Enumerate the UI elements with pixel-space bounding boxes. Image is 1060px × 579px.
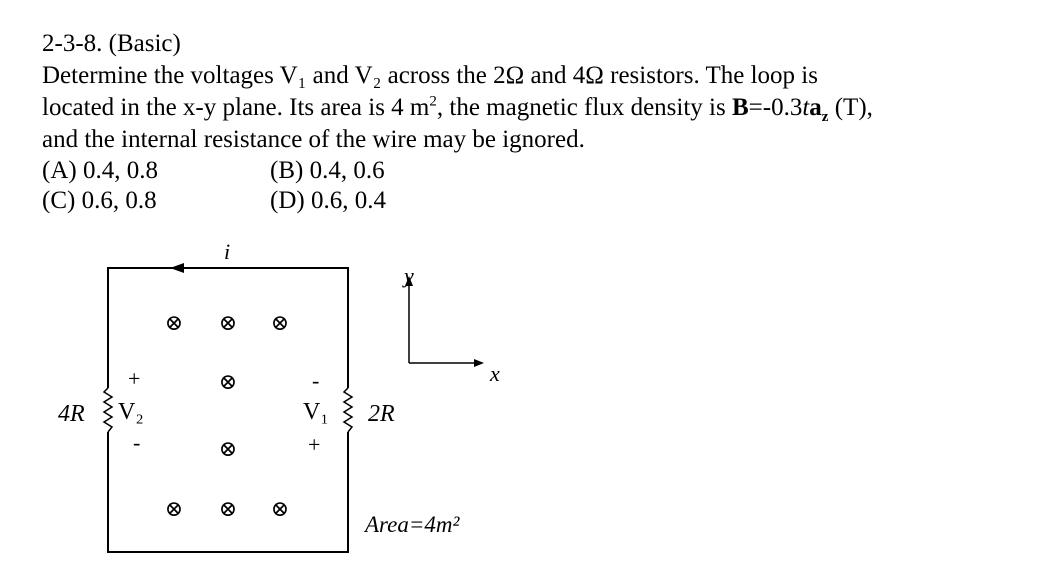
left-resistor-label: 4R [58,401,85,427]
area-label: Area=4m² [365,512,460,537]
current-label: i [224,239,231,264]
field-into-page-icon: ⊗ [164,310,184,335]
choice-d: (D) 0.6, 0.4 [270,187,386,214]
y-axis-label: y [404,263,414,288]
left-minus-sign: - [133,430,141,455]
x-axis-arrow-icon [474,359,484,367]
problem-number: 2-3-8. (Basic) [42,30,181,57]
current-arrow-icon [170,263,184,273]
right-resistor-icon [344,388,352,432]
flux-coefficient: =-0.3 [748,94,803,121]
time-variable: t [802,94,810,121]
choice-a: (A) 0.4, 0.8 [42,157,158,184]
problem-line-1: Determine the voltages V₁ and V₂ across the 2Ω and 4Ω resistors. The loop is [42,62,818,89]
line2-pre: located in the x-y plane. Its area is 4 m [42,94,430,121]
field-into-page-icon: ⊗ [218,310,238,335]
left-plus-sign: + [128,366,141,391]
choice-b: (B) 0.4, 0.6 [270,157,385,184]
right-voltage-label: V₁ [303,399,329,425]
line2-post: (T), [828,94,873,121]
field-symbols [165,310,289,521]
x-axis-label: x [490,361,500,386]
unit-vector-subscript: z [821,109,829,125]
flux-symbol-b: B [731,94,749,121]
field-into-page-icon: ⊗ [164,496,184,521]
field-into-page-icon: ⊗ [270,496,290,521]
right-plus-sign: + [308,432,321,457]
right-resistor-label: 2R [368,401,395,427]
right-minus-sign: - [312,368,320,393]
left-resistor-icon [104,388,112,432]
problem-line-3: and the internal resistance of the wire may be ignored. [42,126,585,153]
unit-vector-a: a [809,94,822,121]
line2-mid: , the magnetic flux density is [436,94,732,121]
left-voltage-label: V₂ [118,399,144,425]
field-into-page-icon: ⊗ [218,369,238,394]
choice-c: (C) 0.6, 0.8 [42,187,157,214]
field-into-page-icon: ⊗ [218,436,238,461]
field-into-page-icon: ⊗ [270,310,290,335]
area-exponent: 2 [429,93,437,110]
field-into-page-icon: ⊗ [218,496,238,521]
